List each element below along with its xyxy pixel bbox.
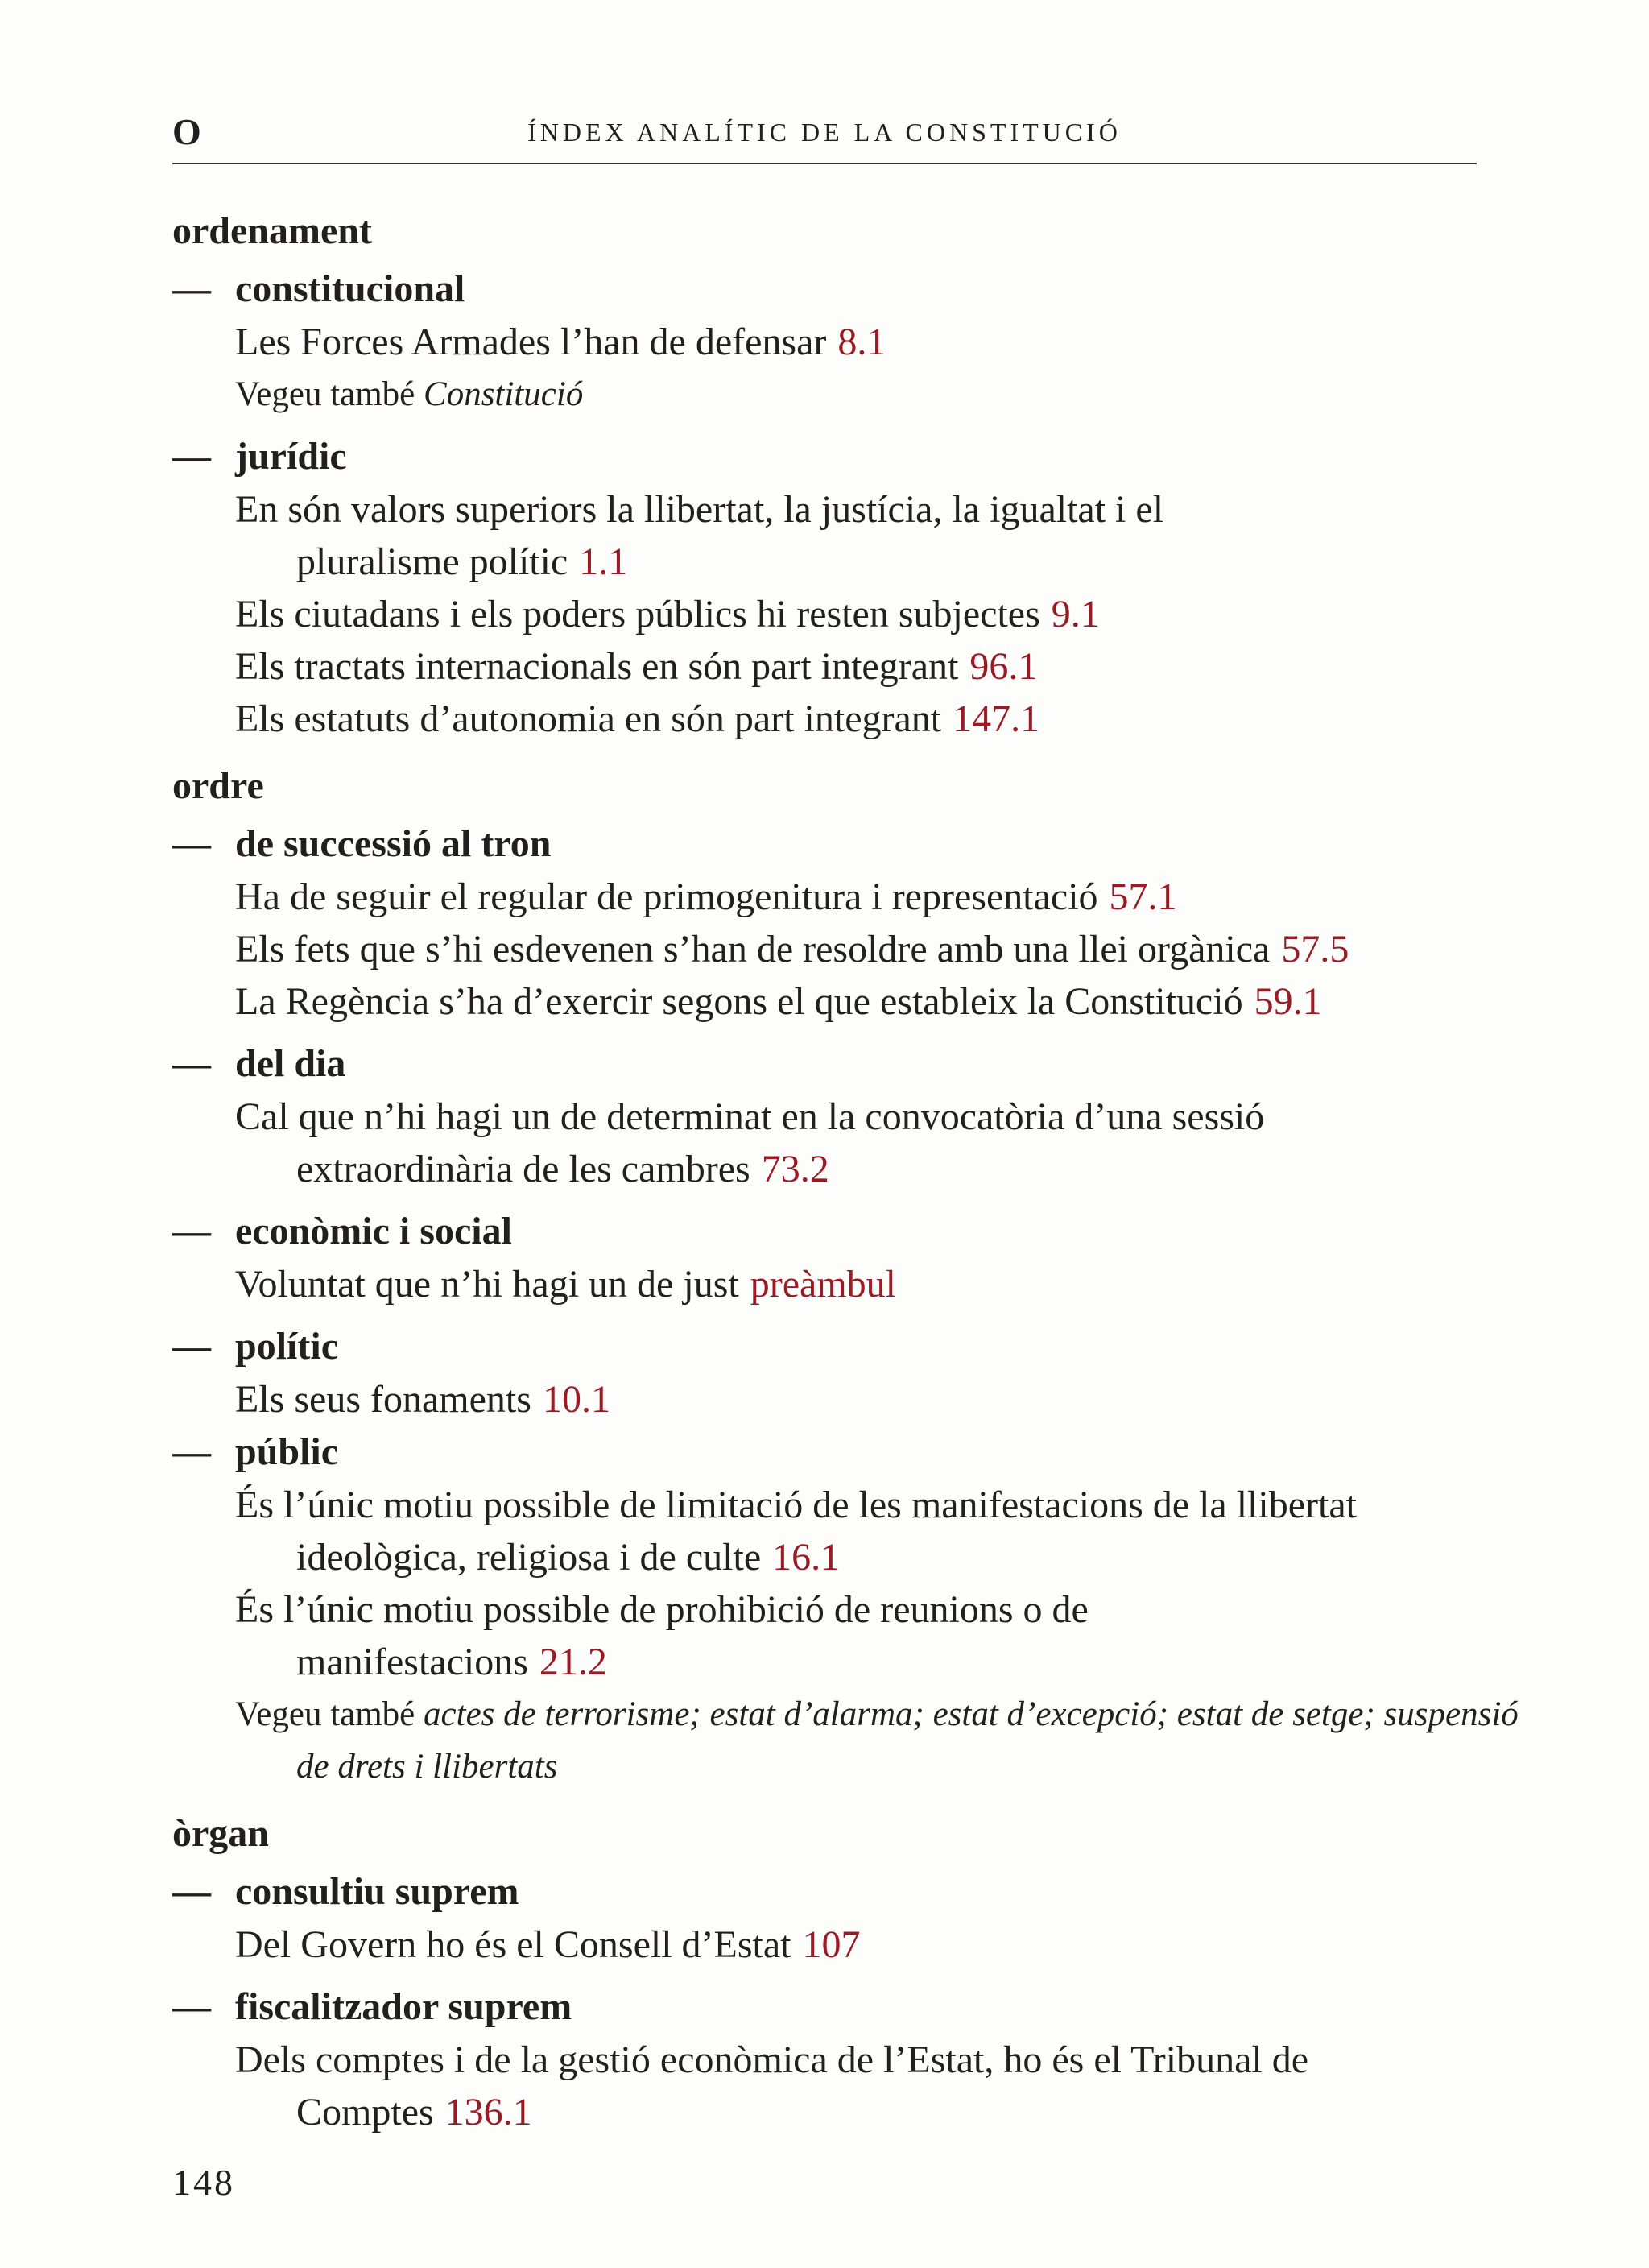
see-also-terms: Constitució [424,375,584,413]
index-line [172,975,1493,1028]
subentry-heading [172,1037,1493,1091]
subentry-label: del dia [235,1042,346,1085]
line-text: Cal que n’hi hagi un de determinat en la convocatòria d’una sessió extraordinària de les cambres [235,1095,1265,1190]
em-dash: — [172,435,211,478]
subentry-heading [172,1980,1493,2034]
em-dash: — [172,1042,211,1085]
subentry-heading [172,430,1493,483]
subentry-label: públic [235,1430,339,1473]
index-headword: ordenament [172,209,372,252]
index-headword: ordre [172,764,264,807]
article-reference-link[interactable]: preàmbul [750,1263,896,1306]
index-content [172,206,1519,2154]
subentry-heading [172,817,1493,871]
em-dash: — [172,1430,211,1473]
index-subentry [172,1980,1493,2138]
article-reference-link[interactable]: 107 [802,1923,861,1966]
line-text: Els fets que s’hi esdevenen s’han de resoldre amb una llei orgànica [235,928,1271,971]
index-line [172,316,1493,368]
article-reference-link[interactable]: 8.1 [837,321,886,363]
index-line [172,2034,1424,2138]
see-also-terms: actes de terrorisme; estat d’alarma; estat d’excepció; estat de setge; suspensió de drets i llibertats [296,1695,1519,1786]
index-subentry [172,1426,1519,1793]
subentry-label: econòmic i social [235,1210,512,1252]
index-line [172,1583,1263,1688]
subentry-label: fiscalitzador suprem [235,1985,572,2028]
index-subentry [172,430,1493,745]
line-text: Els seus fonaments [235,1378,531,1421]
line-text: Dels comptes i de la gestió econòmica de l’Estat, ho és el Tribunal de Comptes [235,2038,1309,2133]
index-headword: òrgan [172,1812,269,1855]
em-dash: — [172,267,211,310]
subentry-label: constitucional [235,267,465,310]
subentry-heading [172,1205,1493,1258]
line-text: Ha de seguir el regular de primogenitura i representació [235,875,1098,918]
index-subentry [172,1865,1493,1971]
line-text: La Regència s’ha d’exercir segons el que estableix la Constitució [235,980,1243,1023]
index-entry [172,1809,1493,2138]
article-reference-link[interactable]: 1.1 [579,540,628,583]
subentry-label: jurídic [235,435,347,478]
index-line [172,1918,1493,1971]
article-reference-link[interactable]: 96.1 [969,645,1038,688]
subentry-heading [172,1320,1493,1373]
article-reference-link[interactable]: 57.1 [1109,875,1177,918]
article-reference-link[interactable]: 73.2 [761,1148,829,1190]
index-line [172,693,1493,745]
index-line [172,1373,1493,1426]
see-also-line [172,368,1493,420]
index-line [172,871,1493,923]
line-text: Els tractats internacionals en són part integrant [235,645,959,688]
line-text: Del Govern ho és el Consell d’Estat [235,1923,791,1966]
subentry-label: polític [235,1325,338,1368]
see-also-line [172,1688,1552,1793]
index-line [172,640,1493,693]
line-text: Els estatuts d’autonomia en són part integrant [235,697,942,740]
index-entry [172,761,1519,1793]
em-dash: — [172,1210,211,1252]
page-number: 148 [172,2162,235,2203]
section-letter: O [172,111,201,152]
em-dash: — [172,822,211,865]
em-dash: — [172,1985,211,2028]
line-text: Les Forces Armades l’han de defensar [235,321,827,363]
running-title: ÍNDEX ANALÍTIC DE LA CONSTITUCIÓ [527,118,1122,147]
article-reference-link[interactable]: 9.1 [1051,593,1100,635]
article-reference-link[interactable]: 59.1 [1254,980,1322,1023]
em-dash: — [172,1325,211,1368]
index-subentry [172,263,1493,420]
index-line [172,1479,1528,1583]
subentry-heading [172,1426,1493,1479]
index-line [172,588,1493,640]
index-subentry [172,1037,1493,1195]
index-subentry [172,1320,1493,1426]
article-reference-link[interactable]: 10.1 [542,1378,610,1421]
article-reference-link[interactable]: 147.1 [953,697,1040,740]
see-also-prefix: Vegeu també [235,1695,415,1733]
article-reference-link[interactable]: 16.1 [772,1536,841,1579]
line-text: Els ciutadans i els poders públics hi resten subjectes [235,593,1040,635]
line-text: És l’únic motiu possible de prohibició de reunions o de manifestacions [235,1588,1089,1683]
line-text: És l’únic motiu possible de limitació de les manifestacions de la llibertat ideològica, religiosa i de culte [235,1484,1357,1579]
running-header [172,111,1477,164]
index-line [172,1091,1480,1195]
index-line [172,1258,1493,1310]
index-subentry [172,1205,1493,1310]
index-subentry [172,817,1493,1028]
index-entry [172,206,1493,745]
subentry-heading [172,1865,1493,1918]
article-reference-link[interactable]: 21.2 [539,1641,607,1683]
subentry-label: de successió al tron [235,822,552,865]
see-also-prefix: Vegeu també [235,375,415,413]
article-reference-link[interactable]: 57.5 [1281,928,1349,971]
line-text: En són valors superiors la llibertat, la justícia, la igualtat i el pluralisme polític [235,488,1164,583]
subentry-label: consultiu suprem [235,1870,519,1913]
em-dash: — [172,1870,211,1913]
line-text: Voluntat que n’hi hagi un de just [235,1263,739,1306]
subentry-heading [172,263,1493,316]
index-line [172,483,1319,588]
article-reference-link[interactable]: 136.1 [444,2091,532,2133]
index-line [172,923,1493,975]
